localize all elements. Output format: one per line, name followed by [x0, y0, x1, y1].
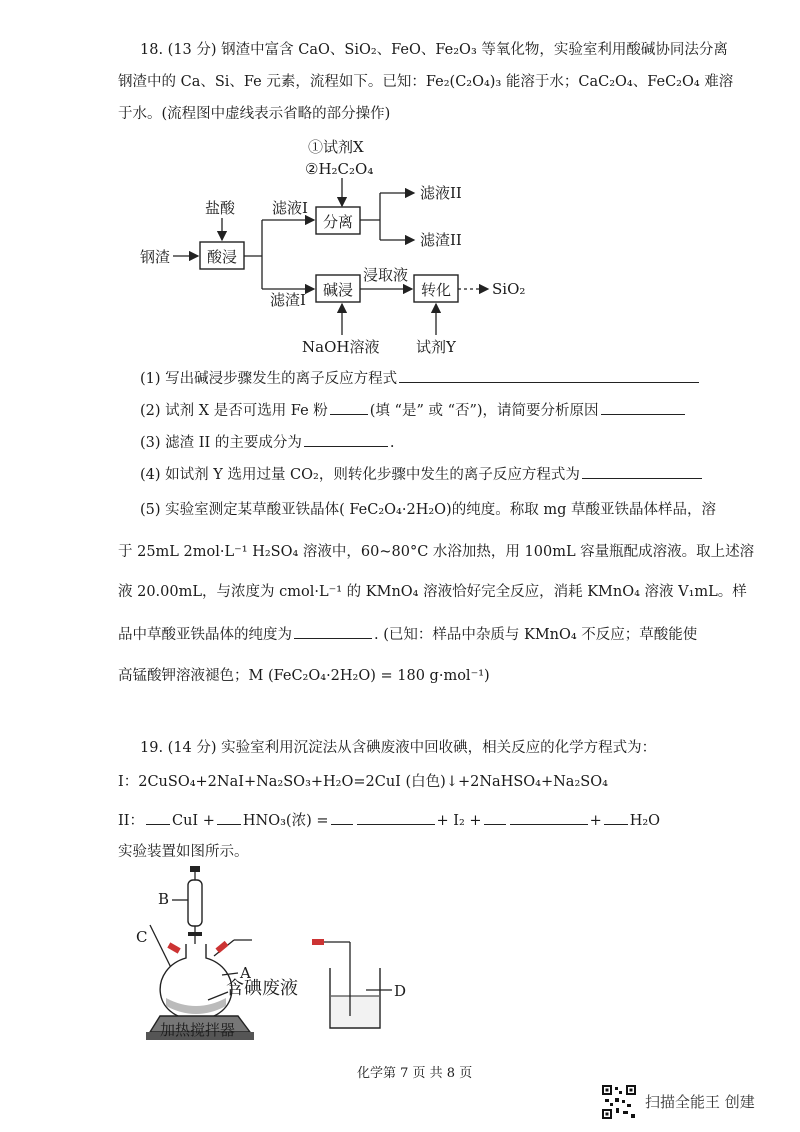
- reagent-y-label: 试剂Y: [416, 338, 456, 356]
- answer-blank[interactable]: [582, 464, 702, 479]
- qr-code-icon: [601, 1084, 637, 1120]
- q19-equation-1: I：2CuSO₄+2NaI+Na₂SO₃+H₂O=2CuI (白色)↓+2NaHSO₄+Na₂SO₄: [118, 774, 608, 790]
- answer-blank[interactable]: [146, 810, 170, 825]
- hcl-label: 盐酸: [205, 199, 236, 217]
- answer-blank[interactable]: [304, 432, 388, 447]
- label-c: C: [136, 928, 148, 946]
- answer-blank[interactable]: [510, 810, 588, 825]
- q18-sub-5-line-3: 液 20.00mL，与浓度为 cmol·L⁻¹ 的 KMnO₄ 溶液恰好完全反应，消耗 KMnO₄ 溶液 V₁mL。样: [118, 584, 747, 600]
- waste-liquid-label: 含碘废液: [226, 978, 298, 999]
- answer-blank[interactable]: [294, 624, 372, 639]
- q18-sub-4: (4) 如试剂 Y 选用过量 CO₂，则转化步骤中发生的离子反应方程式为: [140, 464, 704, 485]
- answer-blank[interactable]: [357, 810, 435, 825]
- stirrer-label: 加热搅拌器: [160, 1021, 236, 1039]
- q19-equation-2: II： CuI + HNO₃(浓) = + I₂ + + H₂O: [118, 810, 660, 831]
- residue2-label: 滤渣II: [420, 231, 462, 249]
- q18-sub-2: (2) 试剂 X 是否可选用 Fe 粉 (填 “是” 或 “否”)，请简要分析原因: [140, 400, 687, 421]
- answer-blank[interactable]: [399, 368, 699, 383]
- leachate-label: 浸取液: [363, 266, 409, 284]
- q18-sub-5-line-5: 高锰酸钾溶液褪色；M (FeC₂O₄·2H₂O) = 180 g·mol⁻¹): [118, 668, 490, 684]
- reagent-x-label: ①试剂X: [308, 138, 364, 156]
- separate-label: 分离: [323, 213, 354, 231]
- answer-blank[interactable]: [330, 400, 368, 415]
- sio2-label: SiO₂: [492, 280, 526, 298]
- label-d: D: [394, 982, 407, 1000]
- q19-line-1: 19. (14 分) 实验室利用沉淀法从含碘废液中回收碘，相关反应的化学方程式为：: [140, 740, 657, 756]
- scanner-brand-watermark: 扫描全能王 创建: [645, 1093, 755, 1111]
- answer-blank[interactable]: [601, 400, 685, 415]
- answer-blank[interactable]: [331, 810, 353, 825]
- q18-line-2: 钢渣中的 Ca、Si、Fe 元素，流程如下。已知：Fe₂(C₂O₄)₃ 能溶于水；CaC₂O₄、FeC₂O₄ 难溶: [118, 74, 734, 90]
- slag-label: 钢渣: [140, 248, 171, 266]
- filtrate2-label: 滤液II: [420, 184, 462, 202]
- naoh-label: NaOH溶液: [302, 338, 380, 356]
- apparatus-diagram: [0, 860, 800, 1040]
- q18-line-3: 于水。(流程图中虚线表示省略的部分操作): [118, 106, 391, 122]
- q19-setup-text: 实验装置如图所示。: [118, 844, 249, 860]
- dropping-funnel: [188, 880, 202, 926]
- q18-sub-5-line-1: (5) 实验室测定某草酸亚铁晶体( FeC₂O₄·2H₂O)的纯度。称取 mg 草酸亚铁晶体样品，溶: [140, 502, 716, 518]
- answer-blank[interactable]: [604, 810, 628, 825]
- q18-sub-3: (3) 滤渣 II 的主要成分为 .: [140, 432, 394, 453]
- label-b: B: [158, 890, 170, 908]
- label-a: A: [240, 964, 251, 982]
- acid-leach-label: 酸浸: [207, 248, 238, 266]
- filtrate1-label: 滤液I: [272, 199, 308, 217]
- q18-sub-5-line-4: 品中草酸亚铁晶体的纯度为 . (已知：样品中杂质与 KMnO₄ 不反应；草酸能使: [118, 624, 697, 645]
- q18-line-1: 18. (13 分) 钢渣中富含 CaO、SiO₂、FeO、Fe₂O₃ 等氧化物，实验室利用酸碱协同法分离: [140, 42, 728, 58]
- flow-chart: [0, 0, 800, 370]
- residue1-label: 滤渣I: [270, 291, 306, 309]
- reagent-h2c2o4-label: ②H₂C₂O₄: [305, 160, 374, 178]
- convert-label: 转化: [421, 281, 452, 299]
- alkali-leach-label: 碱浸: [323, 281, 354, 299]
- q18-sub-5-line-2: 于 25mL 2mol·L⁻¹ H₂SO₄ 溶液中，60~80°C 水浴加热，用 100mL 容量瓶配成溶液。取上述溶: [118, 544, 755, 560]
- answer-blank[interactable]: [484, 810, 506, 825]
- page-footer: 化学第 7 页 共 8 页: [357, 1066, 473, 1081]
- q18-sub-1: (1) 写出碱浸步骤发生的离子反应方程式: [140, 368, 701, 389]
- answer-blank[interactable]: [217, 810, 241, 825]
